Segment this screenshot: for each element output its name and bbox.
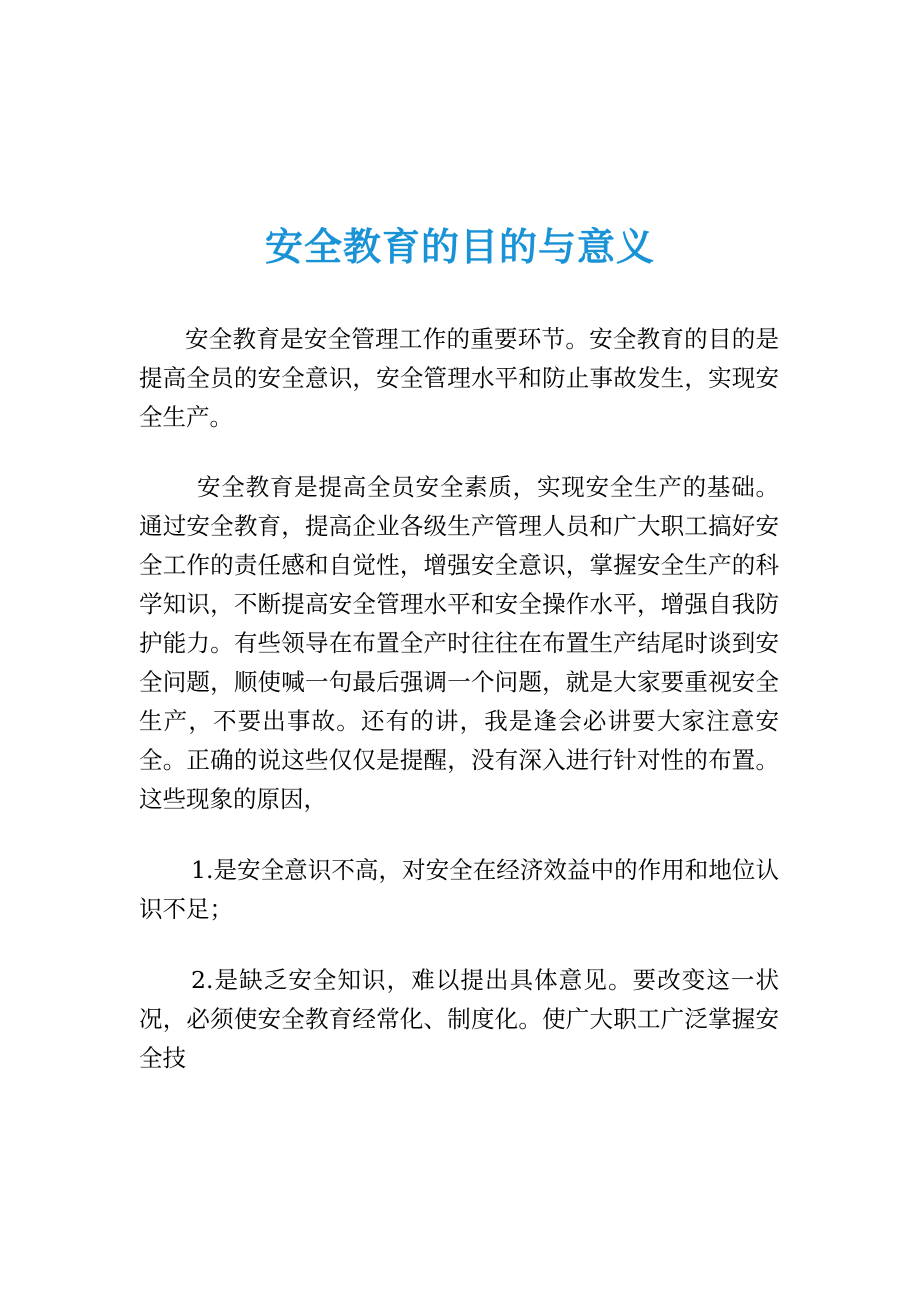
paragraph-foundation: 安全教育是提高全员安全素质，实现安全生产的基础。通过安全教育，提高企业各级生产管理人员和广大职工搞好安全工作的责任感和自觉性，增强安全意识，掌握安全生产的科学知识，不断提高安全管理水平和安全操作水平，增强自我防护能力。有些领导在布置全产时往往在布置生产结尾时谈到安全问题，顺使喊一句最后强调一个问题，就是大家要重视安全生产，不要出事故。还有的讲，我是逢会必讲要大家注意安全。正确的说这些仅仅是提醒，没有深入进行针对性的布置。这些现象的原因， <box>139 473 779 813</box>
paragraph-intro: 安全教育是安全管理工作的重要环节。安全教育的目的是提高全员的安全意识，安全管理水平和防止事故发生，实现安全生产。 <box>139 325 779 431</box>
paragraph-reason-2: 2.是缺乏安全知识，难以提出具体意见。要改变这一状况，必须使安全教育经常化、制度化。使广大职工广泛掌握安全技 <box>139 966 779 1072</box>
paragraph-reason-1: 1.是安全意识不高，对安全在经济效益中的作用和地位认识不足； <box>139 856 779 923</box>
document-body <box>139 320 779 1078</box>
page-title: 安全教育的目的与意义 <box>264 225 655 270</box>
